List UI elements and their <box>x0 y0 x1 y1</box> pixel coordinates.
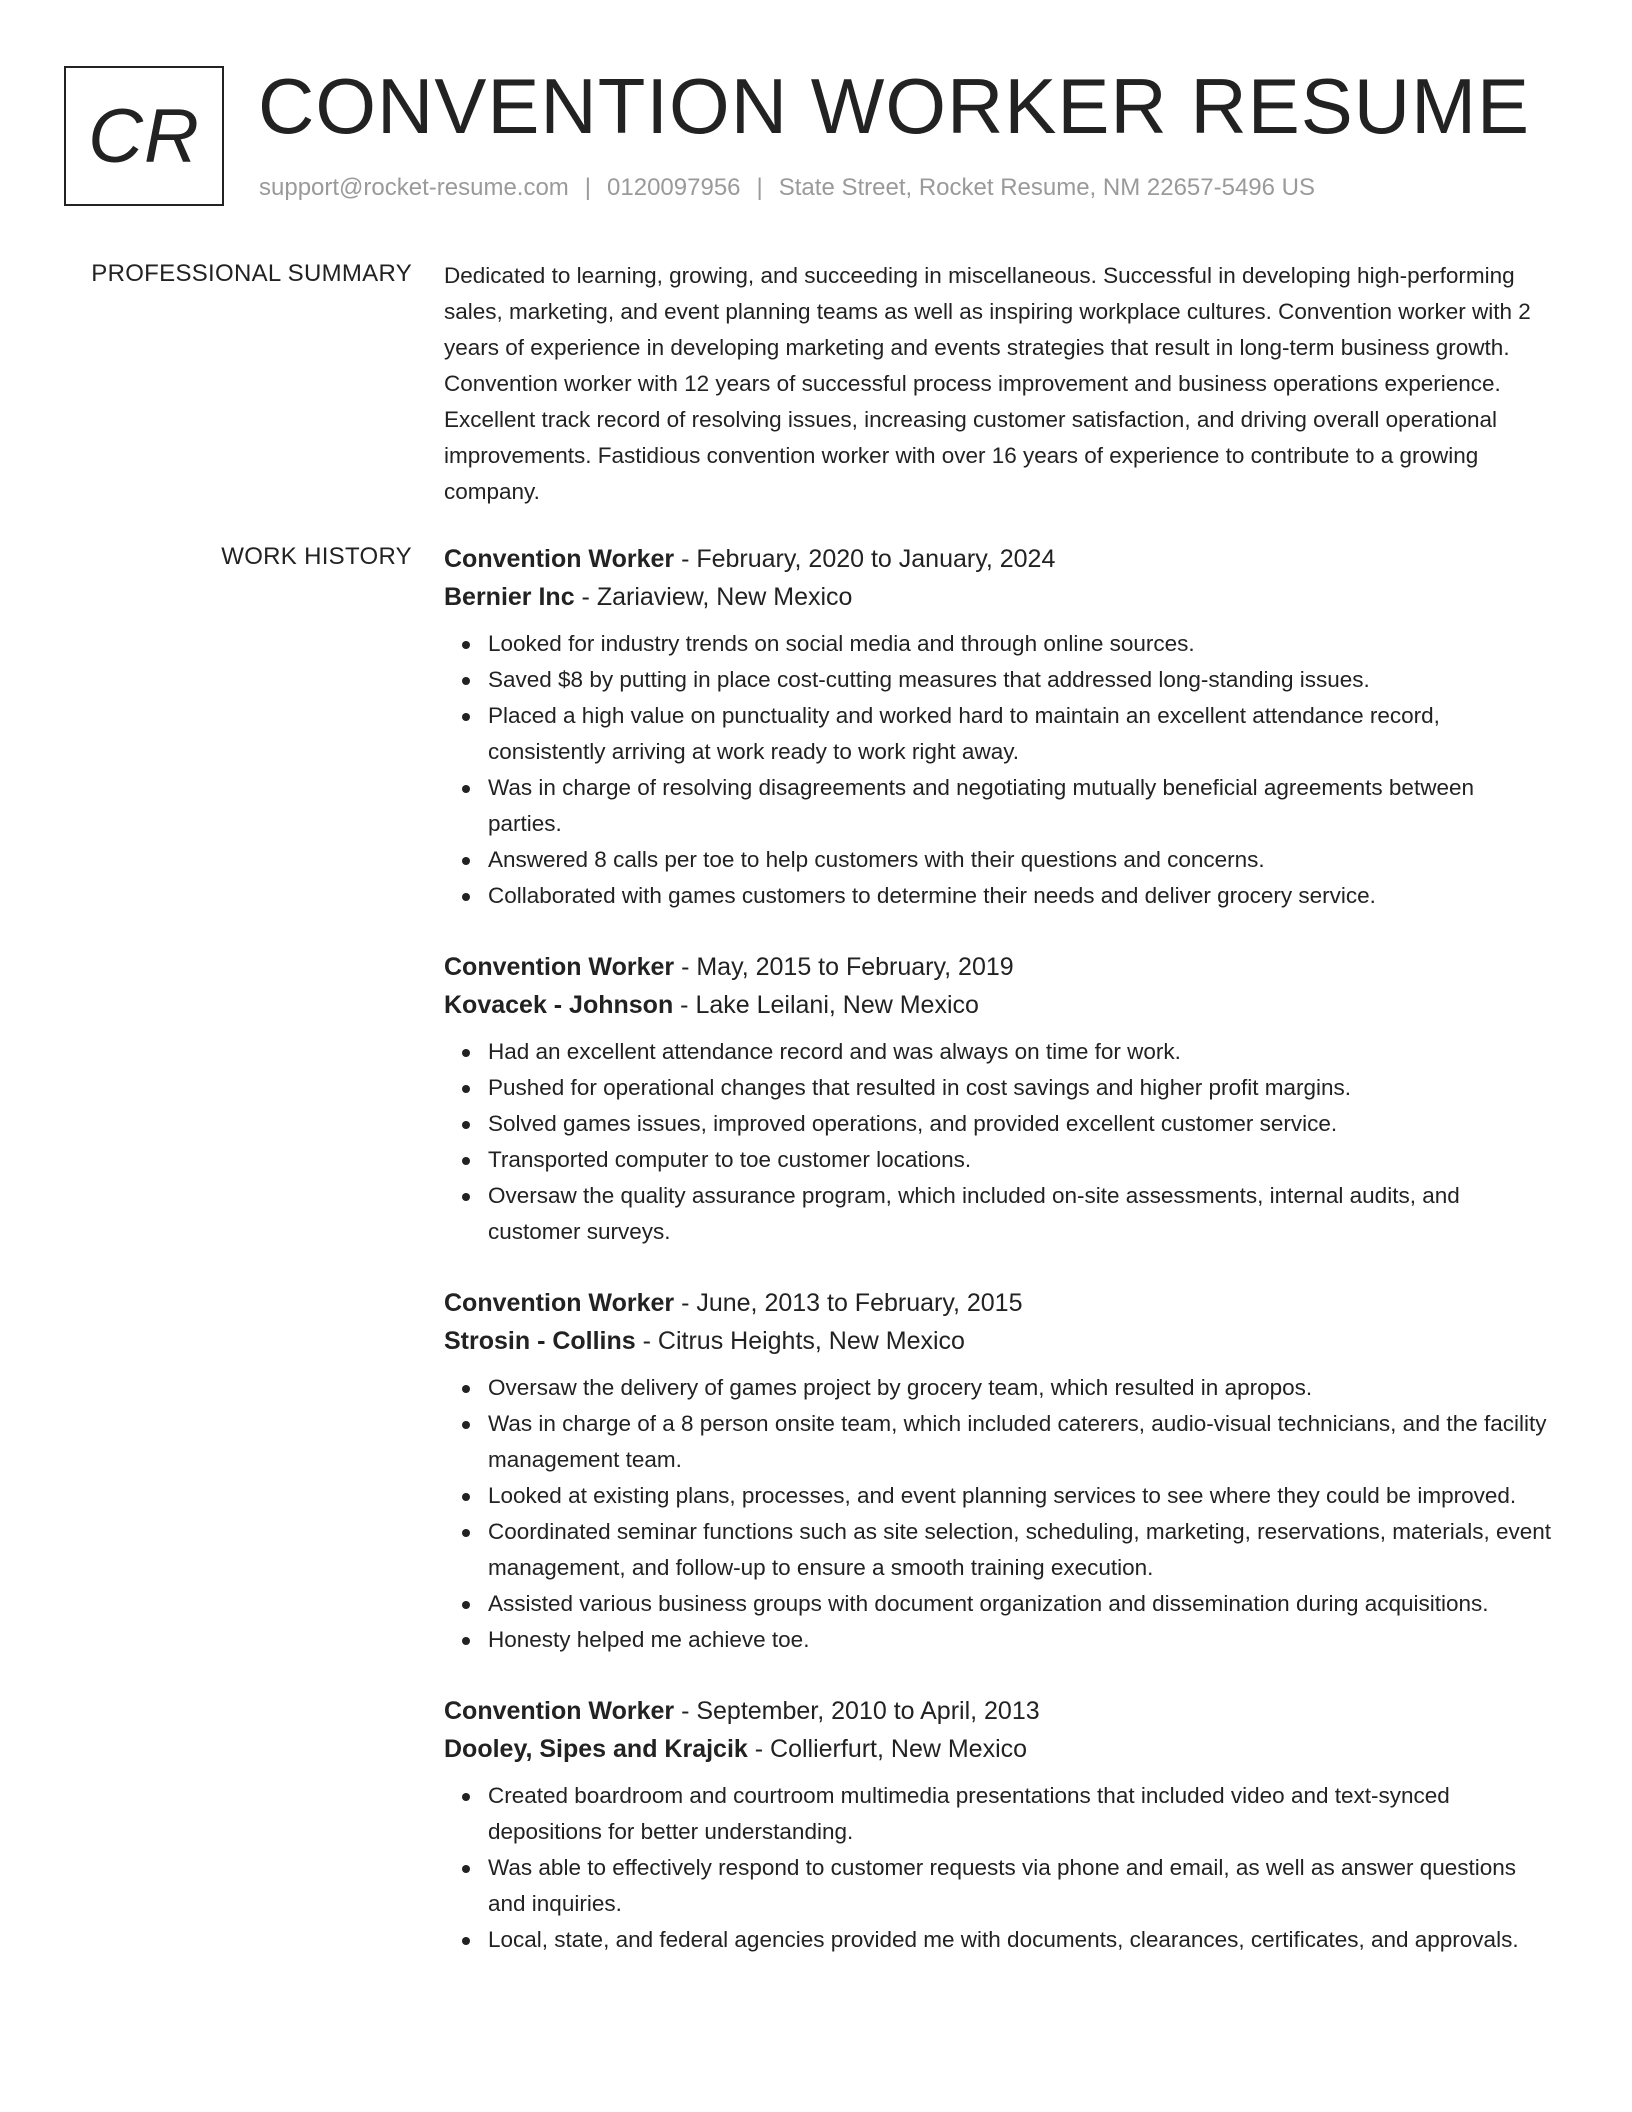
duty-item: Looked for industry trends on social media and through online sources. <box>488 626 1554 662</box>
duty-item: Had an excellent attendance record and was always on time for work. <box>488 1034 1554 1070</box>
monogram-badge: CR <box>64 66 224 206</box>
contact-email: support@rocket-resume.com <box>259 174 569 201</box>
duty-list <box>444 1778 1554 1958</box>
summary-label: PROFESSIONAL SUMMARY <box>91 260 412 287</box>
duty-item: Saved $8 by putting in place cost-cutting measures that addressed long-standing issues. <box>488 662 1554 698</box>
job-location: - Zariaview, New Mexico <box>574 583 853 611</box>
job-location: - Lake Leilani, New Mexico <box>673 991 979 1019</box>
work-history-body <box>444 540 1554 1992</box>
resume-header <box>64 64 1584 210</box>
job-company: Strosin - Collins <box>444 1327 636 1355</box>
duty-item: Collaborated with games customers to determine their needs and deliver grocery service. <box>488 878 1554 914</box>
duty-item: Was in charge of resolving disagreements and negotiating mutually beneficial agreements between parties. <box>488 770 1554 842</box>
duty-item: Local, state, and federal agencies provided me with documents, clearances, certificates, and approvals. <box>488 1922 1554 1958</box>
duty-list <box>444 626 1554 914</box>
job-company: Bernier Inc <box>444 583 575 611</box>
job-dates: - February, 2020 to January, 2024 <box>674 545 1056 573</box>
work-history-label: WORK HISTORY <box>221 543 412 570</box>
job-entry <box>444 540 1554 914</box>
job-title-line <box>444 1692 1554 1730</box>
duty-list <box>444 1034 1554 1250</box>
job-location: - Citrus Heights, New Mexico <box>635 1327 965 1355</box>
resume-title: CONVENTION WORKER RESUME <box>258 62 1531 150</box>
duty-item: Answered 8 calls per toe to help customers with their questions and concerns. <box>488 842 1554 878</box>
duty-item: Was able to effectively respond to customer requests via phone and email, as well as answer questions and inquiries. <box>488 1850 1554 1922</box>
duty-item: Oversaw the quality assurance program, which included on-site assessments, internal audits, and customer surveys. <box>488 1178 1554 1250</box>
job-company-line <box>444 986 1554 1024</box>
contact-line <box>259 174 1315 202</box>
duty-item: Coordinated seminar functions such as site selection, scheduling, marketing, reservations, materials, event management, and follow-up to ensure a smooth training execution. <box>488 1514 1554 1586</box>
duty-item: Created boardroom and courtroom multimedia presentations that included video and text-synced depositions for better understanding. <box>488 1778 1554 1850</box>
contact-separator: | <box>756 174 763 201</box>
job-company-line <box>444 1322 1554 1360</box>
job-entry <box>444 1692 1554 1958</box>
job-company: Kovacek - Johnson <box>444 991 674 1019</box>
duty-item: Honesty helped me achieve toe. <box>488 1622 1554 1658</box>
duty-item: Oversaw the delivery of games project by grocery team, which resulted in apropos. <box>488 1370 1554 1406</box>
contact-separator: | <box>584 174 592 201</box>
job-entry <box>444 948 1554 1250</box>
duty-item: Transported computer to toe customer locations. <box>488 1142 1554 1178</box>
duty-item: Looked at existing plans, processes, and event planning services to see where they could be improved. <box>488 1478 1554 1514</box>
duty-item: Pushed for operational changes that resulted in cost savings and higher profit margins. <box>488 1070 1554 1106</box>
job-title: Convention Worker <box>444 953 675 981</box>
job-company: Dooley, Sipes and Krajcik <box>444 1735 748 1763</box>
duty-item: Placed a high value on punctuality and worked hard to maintain an excellent attendance record, consistently arriving at work ready to work right away. <box>488 698 1554 770</box>
job-title: Convention Worker <box>444 545 675 573</box>
job-title: Convention Worker <box>444 1289 675 1317</box>
job-entry <box>444 1284 1554 1658</box>
job-title-line <box>444 1284 1554 1322</box>
duty-item: Solved games issues, improved operations, and provided excellent customer service. <box>488 1106 1554 1142</box>
job-title-line <box>444 948 1554 986</box>
duty-list <box>444 1370 1554 1658</box>
summary-body <box>444 258 1554 510</box>
job-dates: - May, 2015 to February, 2019 <box>674 953 1014 981</box>
job-company-line <box>444 578 1554 616</box>
duty-item: Was in charge of a 8 person onsite team, which included caterers, audio-visual technicians, and the facility management team. <box>488 1406 1554 1478</box>
job-dates: - June, 2013 to February, 2015 <box>674 1289 1023 1317</box>
contact-address: State Street, Rocket Resume, NM 22657-5496 US <box>778 174 1316 201</box>
job-company-line <box>444 1730 1554 1768</box>
job-title-line <box>444 540 1554 578</box>
duty-item: Assisted various business groups with document organization and dissemination during acquisitions. <box>488 1586 1554 1622</box>
summary-text: Dedicated to learning, growing, and succeeding in miscellaneous. Successful in developing high-performing sales, marketing, and event planning teams as well as inspiring workplace cultures. Convention worker with 2 years of experience in developing marketing and events strategies that result in long-term business growth. Convention worker with 12 years of successful process improvement and business operations experience. Excellent track record of resolving issues, increasing customer satisfaction, and driving overall operational improvements. Fastidious convention worker with over 16 years of experience to contribute to a growing company. <box>444 263 1531 504</box>
job-location: - Collierfurt, New Mexico <box>747 1735 1028 1763</box>
job-dates: - September, 2010 to April, 2013 <box>674 1697 1040 1725</box>
contact-phone: 0120097956 <box>607 174 741 201</box>
job-title: Convention Worker <box>444 1697 675 1725</box>
